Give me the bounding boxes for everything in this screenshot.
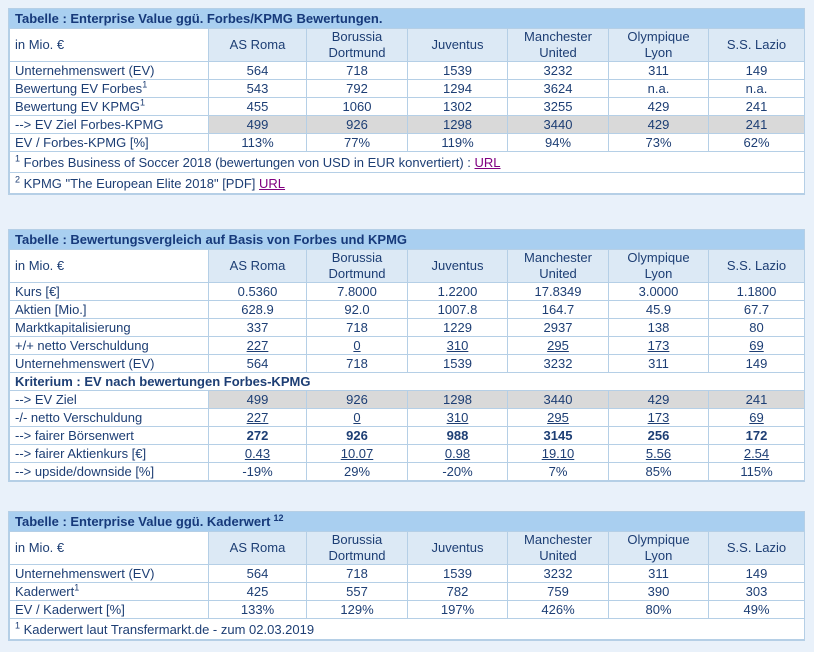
value-cell: 564 [209,62,307,80]
footnote-marker: 1 [15,153,21,164]
ev-forbes-kpmg-table [9,28,805,194]
value-cell: 80% [609,601,709,619]
row-label-marktkapitalisierung: Marktkapitalisierung [10,319,209,337]
value-cell: 543 [209,80,307,98]
footnote-marker: 1 [15,620,21,631]
value-cell: 310 [408,337,508,355]
value-cell: 19.10 [508,445,609,463]
value-cell: 926 [307,391,408,409]
column-header-row [10,250,805,283]
value-cell: 311 [609,355,709,373]
table-row [10,80,805,98]
row-label-unternehmenswert-ev: Unternehmenswert (EV) [10,62,209,80]
value-cell: 311 [609,565,709,583]
url-link[interactable]: URL [474,154,501,170]
table-row [10,355,805,373]
table-row [10,445,805,463]
unit-label: in Mio. € [10,532,209,565]
column-header-juventus: Juventus [408,29,508,62]
column-header-manchester-united: Manchester United [508,532,609,565]
value-cell: 94% [508,134,609,152]
value-cell: 429 [609,391,709,409]
section-header-kriterium-ev-nach-bewertungen-forbes-kpmg: Kriterium : EV nach bewertungen Forbes-KPMG [10,373,805,391]
table-row [10,565,805,583]
column-header-borussia-dortmund: Borussia Dortmund [307,250,408,283]
table-row [10,337,805,355]
row-label-ev-forbes-kpmg: EV / Forbes-KPMG [%] [10,134,209,152]
row-label-ev-ziel-forbes-kpmg: --> EV Ziel Forbes-KPMG [10,116,209,134]
table-row [10,62,805,80]
row-label-unternehmenswert-ev: Unternehmenswert (EV) [10,355,209,373]
value-cell: 926 [307,427,408,445]
unit-label: in Mio. € [10,29,209,62]
value-cell: 0 [307,409,408,427]
footnote-row [10,152,805,173]
value-cell: 718 [307,62,408,80]
value-cell: 73% [609,134,709,152]
value-cell: 7.8000 [307,283,408,301]
value-cell: 988 [408,427,508,445]
column-header-s-s-lazio: S.S. Lazio [709,29,805,62]
row-label-ev-ziel: --> EV Ziel [10,391,209,409]
column-header-borussia-dortmund: Borussia Dortmund [307,532,408,565]
table-title: Tabelle : Bewertungsvergleich auf Basis von Forbes und KPMG [15,232,408,247]
value-cell: 164.7 [508,301,609,319]
value-cell: 197% [408,601,508,619]
column-header-s-s-lazio: S.S. Lazio [709,532,805,565]
value-cell: 173 [609,409,709,427]
table-row [10,463,805,481]
column-header-juventus: Juventus [408,250,508,283]
value-cell: 0.98 [408,445,508,463]
value-cell: 227 [209,337,307,355]
value-cell: 1060 [307,98,408,116]
value-cell: 1539 [408,565,508,583]
footnote-ref: 1 [140,97,146,108]
value-cell: 7% [508,463,609,481]
value-cell: 241 [709,391,805,409]
table-row [10,373,805,391]
column-header-borussia-dortmund: Borussia Dortmund [307,29,408,62]
value-cell: 272 [209,427,307,445]
table-ev-forbes-kpmg [8,8,805,195]
value-cell: 564 [209,565,307,583]
value-cell: 17.8349 [508,283,609,301]
value-cell: n.a. [609,80,709,98]
value-cell: 80 [709,319,805,337]
value-cell: 1229 [408,319,508,337]
row-label-aktien-mio: Aktien [Mio.] [10,301,209,319]
value-cell: 3.0000 [609,283,709,301]
value-cell: 628.9 [209,301,307,319]
value-cell: 29% [307,463,408,481]
value-cell: 77% [307,134,408,152]
value-cell: 227 [209,409,307,427]
value-cell: 1294 [408,80,508,98]
footnote-ref: 1 [142,79,148,90]
value-cell: 782 [408,583,508,601]
footnote-row [10,173,805,194]
value-cell: 241 [709,98,805,116]
value-cell: 2.54 [709,445,805,463]
value-cell: 564 [209,355,307,373]
column-header-juventus: Juventus [408,532,508,565]
value-cell: -19% [209,463,307,481]
value-cell: 1298 [408,116,508,134]
value-cell: 1.1800 [709,283,805,301]
row-label-bewertung-ev-forbes: Bewertung EV Forbes$^1$ [10,80,209,98]
table-row [10,134,805,152]
value-cell: 3232 [508,565,609,583]
value-cell: 3145 [508,427,609,445]
row-label-netto-verschuldung: +/+ netto Verschuldung [10,337,209,355]
column-header-olympique-lyon: Olympique Lyon [609,29,709,62]
value-cell: 0.5360 [209,283,307,301]
row-label-netto-verschuldung: -/- netto Verschuldung [10,409,209,427]
table-bewertungsvergleich [8,229,805,482]
table-title: Tabelle : Enterprise Value ggü. Forbes/KPMG Bewertungen. [15,11,383,26]
value-cell: 718 [307,319,408,337]
row-label-unternehmenswert-ev: Unternehmenswert (EV) [10,565,209,583]
footnote-row [10,619,805,640]
value-cell: 295 [508,409,609,427]
table-row [10,283,805,301]
value-cell: 115% [709,463,805,481]
value-cell: 792 [307,80,408,98]
row-label-bewertung-ev-kpmg: Bewertung EV KPMG$^1$ [10,98,209,116]
value-cell: 557 [307,583,408,601]
table-title-footnote-ref: 12 [273,512,284,523]
value-cell: 3232 [508,355,609,373]
table-title: Tabelle : Enterprise Value ggü. Kaderwert [15,514,271,529]
value-cell: 1007.8 [408,301,508,319]
table-row [10,427,805,445]
value-cell: 92.0 [307,301,408,319]
row-label-fairer-aktienkurs: --> fairer Aktienkurs [€] [10,445,209,463]
value-cell: 1.2200 [408,283,508,301]
value-cell: 303 [709,583,805,601]
value-cell: 455 [209,98,307,116]
value-cell: 119% [408,134,508,152]
value-cell: 311 [609,62,709,80]
value-cell: 1539 [408,355,508,373]
table-row [10,391,805,409]
column-header-as-roma: AS Roma [209,29,307,62]
value-cell: 62% [709,134,805,152]
value-cell: 429 [609,98,709,116]
value-cell: 926 [307,116,408,134]
value-cell: 337 [209,319,307,337]
row-label-kurs: Kurs [€] [10,283,209,301]
footnote-marker: 2 [15,174,21,185]
value-cell: n.a. [709,80,805,98]
value-cell: 390 [609,583,709,601]
column-header-manchester-united: Manchester United [508,29,609,62]
table-title-bar [9,230,804,249]
column-header-olympique-lyon: Olympique Lyon [609,532,709,565]
value-cell: 0 [307,337,408,355]
row-label-ev-kaderwert: EV / Kaderwert [%] [10,601,209,619]
value-cell: 429 [609,116,709,134]
column-header-as-roma: AS Roma [209,250,307,283]
value-cell: 85% [609,463,709,481]
value-cell: 426% [508,601,609,619]
value-cell: 3624 [508,80,609,98]
column-header-as-roma: AS Roma [209,532,307,565]
table-row [10,98,805,116]
value-cell: 1302 [408,98,508,116]
value-cell: 5.56 [609,445,709,463]
value-cell: 3232 [508,62,609,80]
value-cell: 138 [609,319,709,337]
table-ev-kaderwert [8,511,805,641]
table-row [10,583,805,601]
column-header-olympique-lyon: Olympique Lyon [609,250,709,283]
value-cell: 149 [709,355,805,373]
value-cell: 759 [508,583,609,601]
value-cell: 172 [709,427,805,445]
value-cell: 49% [709,601,805,619]
table-title-bar [9,9,804,28]
value-cell: 69 [709,337,805,355]
table-title-bar [9,512,804,531]
value-cell: 173 [609,337,709,355]
value-cell: 67.7 [709,301,805,319]
bewertungsvergleich-table [9,249,805,481]
value-cell: 129% [307,601,408,619]
footnote-text: $^2$ KPMG "The European Elite 2018" [PDF] URL [10,173,805,194]
value-cell: 718 [307,565,408,583]
value-cell: 45.9 [609,301,709,319]
ev-kaderwert-table [9,531,805,640]
value-cell: 241 [709,116,805,134]
value-cell: 1298 [408,391,508,409]
value-cell: 718 [307,355,408,373]
value-cell: 499 [209,116,307,134]
value-cell: 310 [408,409,508,427]
value-cell: 10.07 [307,445,408,463]
table-row [10,301,805,319]
value-cell: 149 [709,62,805,80]
value-cell: 295 [508,337,609,355]
value-cell: 2937 [508,319,609,337]
column-header-row [10,29,805,62]
value-cell: 133% [209,601,307,619]
value-cell: 425 [209,583,307,601]
value-cell: 499 [209,391,307,409]
unit-label: in Mio. € [10,250,209,283]
footnote-text: $^1$ Kaderwert laut Transfermarkt.de - zum 02.03.2019 [10,619,805,640]
url-link[interactable]: URL [259,175,286,191]
table-row [10,116,805,134]
value-cell: 0.43 [209,445,307,463]
value-cell: 69 [709,409,805,427]
table-row [10,409,805,427]
table-row [10,601,805,619]
value-cell: 256 [609,427,709,445]
value-cell: 3440 [508,116,609,134]
column-header-manchester-united: Manchester United [508,250,609,283]
value-cell: 1539 [408,62,508,80]
table-row [10,319,805,337]
value-cell: 149 [709,565,805,583]
row-label-fairer-b-rsenwert: --> fairer Börsenwert [10,427,209,445]
value-cell: -20% [408,463,508,481]
row-label-kaderwert: Kaderwert$^1$ [10,583,209,601]
column-header-row [10,532,805,565]
row-label-upside-downside: --> upside/downside [%] [10,463,209,481]
footnote-text: $^1$ Forbes Business of Soccer 2018 (bewertungen von USD in EUR konvertiert) : URL [10,152,805,173]
footnote-ref: 1 [74,582,80,593]
column-header-s-s-lazio: S.S. Lazio [709,250,805,283]
value-cell: 3255 [508,98,609,116]
value-cell: 3440 [508,391,609,409]
value-cell: 113% [209,134,307,152]
